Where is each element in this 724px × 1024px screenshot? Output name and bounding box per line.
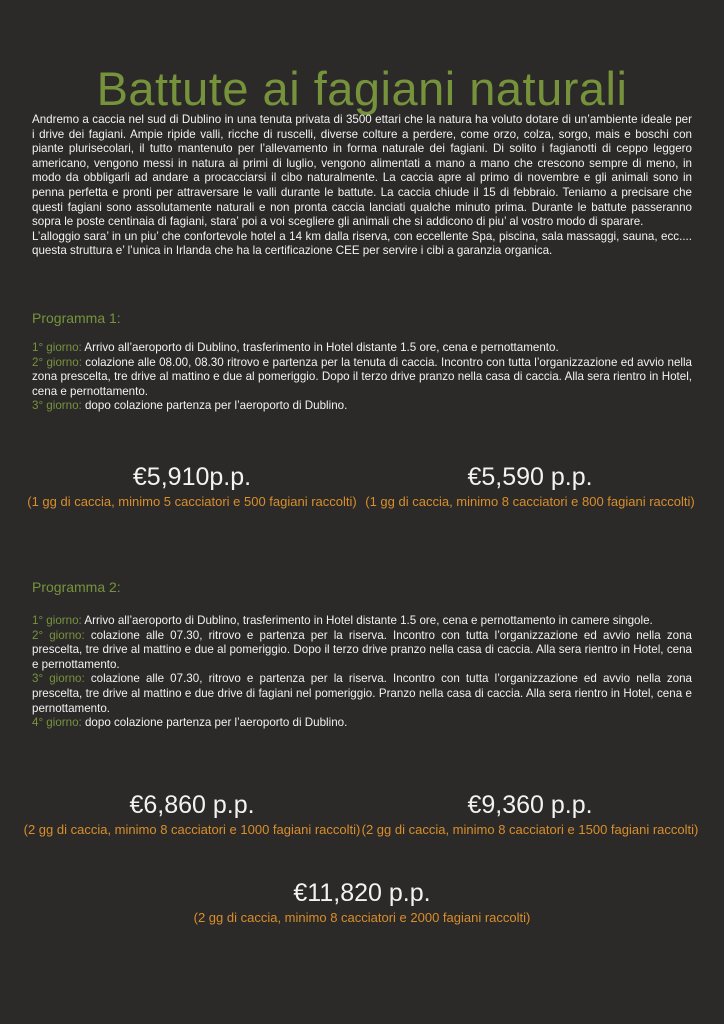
price-note: (2 gg di caccia, minimo 8 cacciatori e 1000 fagiani raccolti): [23, 822, 361, 837]
price-note: (2 gg di caccia, minimo 8 cacciatori e 2000 fagiani raccolti): [193, 910, 531, 925]
intro-paragraph: L’alloggio sara’ in un piu’ che confortevole hotel a 14 km dalla riserva, con eccellente Spa, piscina, sala massaggi, sauna, ecc.... questa struttura e’ l’unica in Irlanda che ha la certificazione CEE per servire i cibi a garanzia organica.: [32, 229, 692, 258]
day-item: [32, 356, 692, 400]
day-item: [32, 672, 692, 716]
day-item: [32, 716, 692, 731]
day-label: 3° giorno:: [32, 399, 82, 413]
price-option: [192, 878, 532, 926]
price-note: (1 gg di caccia, minimo 5 cacciatori e 500 fagiani raccolti): [27, 494, 357, 509]
program-2-heading: Programma 2:: [32, 579, 121, 595]
day-text: colazione alle 07.30, ritrovo e partenza per la riserva. Incontro con tutta l’organizzazione ed avvio nella zona prescelta, tre drive al mattino e due al pomeriggio. Dopo il terzo drive pranzo nella casa di caccia. Alla sera rientro in Hotel, cena e pernottamento.: [32, 628, 692, 671]
day-item: [32, 399, 692, 414]
price-note: (1 gg di caccia, minimo 8 cacciatori e 800 fagiani raccolti): [365, 494, 695, 509]
price-option: [360, 790, 700, 838]
program-2-days: [32, 614, 692, 731]
price-option: [360, 462, 700, 510]
program-1-heading: Programma 1:: [32, 310, 121, 326]
day-label: 4° giorno:: [32, 716, 82, 730]
day-label: 1° giorno:: [32, 341, 82, 354]
price-value: €5,910p.p.: [132, 463, 252, 491]
day-text: colazione alle 07.30, ritrovo e partenza per la riserva. Incontro con tutta l’organizzazione ed avvio nella zona prescelta, tre drive al mattino e due drive di fagiani nel pomeriggio. Pranzo nella casa di caccia. Alla sera rientro in Hotel, cena e pernottamento.: [32, 672, 692, 715]
day-label: 2° giorno:: [32, 355, 82, 369]
page-title: Battute ai fagiani naturali: [96, 62, 628, 116]
day-text: Arrivo all’aeroporto di Dublino, trasferimento in Hotel distante 1.5 ore, cena e pernottamento in camere singole.: [81, 614, 653, 627]
price-value: €6,860 p.p.: [129, 791, 255, 819]
day-text: dopo colazione partenza per l’aeroporto di Dublino.: [81, 399, 348, 413]
day-text: Arrivo all’aeroporto di Dublino, trasferimento in Hotel distante 1.5 ore, cena e pernottamento.: [81, 341, 559, 354]
day-label: 3° giorno:: [32, 672, 85, 686]
intro-text: [32, 113, 692, 259]
day-text: colazione alle 08.00, 08.30 ritrovo e partenza per la tenuta di caccia. Incontro con tutta l’organizzazione ed avvio nella zona prescelta, tre drive al mattino e due al pomeriggio. Dopo il terzo drive pranzo nella casa di caccia. Alla sera rientro in Hotel, cena e pernottamento.: [32, 355, 692, 398]
intro-paragraph: Andremo a caccia nel sud di Dublino in una tenuta privata di 3500 ettari che la natura ha voluto dotare di un’ambiente ideale per i drive dei fagiani. Ampie ripide valli, ricche di ruscelli, diverse colture a perdere, come orzo, colza, sorgo, mais e boschi con piante plurisecolari, il tutto mantenuto per l’allevamento in forma naturale dei fagiani. Di solito i fagianotti di ceppo leggero americano, vengono messi in natura ai primi di luglio, vengono alimentati a mano a mano che crescono sempre di meno, in modo da obbligarli ad andare a procacciarsi il cibo naturalmente. La caccia apre al primo di novembre e gli animali sono in penna perfetta e pronti per attraversare le valli durante le battute. La caccia chiude il 15 di febbraio. Teniamo a precisare che questi fagiani sono assolutamente naturali e non pronta caccia lanciati qualche minuto prima. Durante le battute passeranno sopra le poste centinaia di fagiani, stara’ poi a voi scegliere gli animali che si addicono di piu’ al vostro modo di sparare.: [32, 113, 692, 229]
day-item: [32, 629, 692, 673]
price-value: €5,590 p.p.: [467, 463, 593, 491]
price-value: €9,360 p.p.: [467, 791, 593, 819]
day-label: 1° giorno:: [32, 614, 82, 627]
price-option: [22, 790, 362, 838]
program-1-days: [32, 341, 692, 414]
price-option: [22, 462, 362, 510]
day-label: 2° giorno:: [32, 628, 85, 642]
day-item: [32, 614, 692, 629]
day-item: [32, 341, 692, 356]
day-text: dopo colazione partenza per l’aeroporto di Dublino.: [81, 716, 348, 730]
price-value: €11,820 p.p.: [293, 879, 431, 907]
price-note: (2 gg di caccia, minimo 8 cacciatori e 1500 fagiani raccolti): [361, 822, 699, 837]
